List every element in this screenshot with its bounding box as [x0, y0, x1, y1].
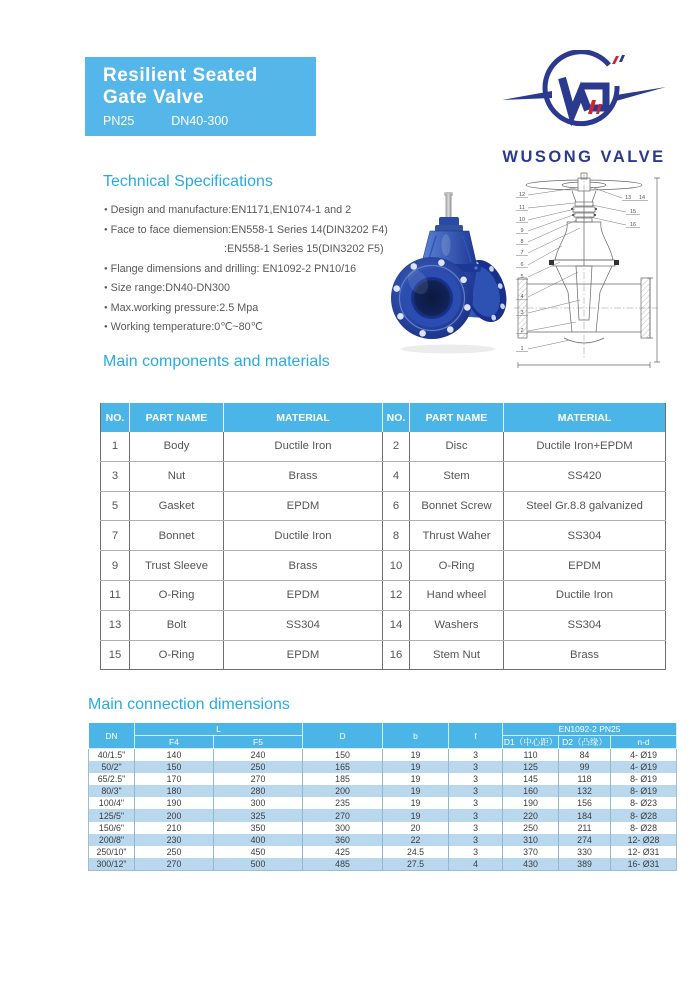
dim-d2: 389 [559, 858, 611, 871]
dim-d: 150 [303, 749, 383, 762]
dim-dn: 80/3" [89, 785, 135, 797]
dim-f5: 240 [214, 749, 303, 762]
component-no: 11 [101, 580, 130, 610]
col-header-material: MATERIAL [504, 403, 666, 432]
dim-f5: 500 [214, 858, 303, 871]
dim-nd: 8- Ø19 [630, 786, 657, 797]
component-material: SS304 [504, 610, 666, 640]
spec-item [104, 240, 409, 260]
col-header-f4: F4 [135, 736, 214, 749]
spec-text: Face to face diemension:EN558-1 Series 14(DIN3202 F4) [110, 223, 388, 236]
component-no: 1 [101, 432, 130, 461]
dimension-row [89, 834, 677, 846]
spec-item [104, 279, 409, 299]
dim-d: 360 [303, 834, 383, 846]
dim-f: 3 [449, 773, 503, 785]
dim-b: 19 [383, 749, 449, 762]
dimension-row [89, 858, 677, 871]
bullet-icon: ● [104, 324, 108, 330]
dim-d1: 145 [503, 773, 559, 785]
section-title-dimensions: Main connection dimensions [88, 696, 290, 713]
component-part-name: Thrust Waher [410, 521, 504, 551]
component-row [101, 610, 666, 640]
company-logo [500, 50, 668, 167]
valve-technical-drawing [512, 172, 664, 374]
dimension-row [89, 773, 677, 785]
section-title-specs: Technical Specifications [103, 173, 273, 190]
spec-text: Working temperature:0℃~80℃ [110, 321, 263, 333]
dim-b: 24.5 [383, 846, 449, 858]
section-title-components: Main components and materials [103, 353, 330, 370]
dim-d1: 220 [503, 809, 559, 821]
spec-item [104, 318, 409, 338]
dim-f5: 300 [214, 797, 303, 809]
dim-f4: 190 [135, 797, 214, 809]
callout-7: 7 [520, 250, 524, 256]
components-header-row [101, 403, 666, 432]
size-range-label: DN40-300 [171, 114, 229, 128]
dim-f5: 270 [214, 773, 303, 785]
dim-dn: 150/6" [89, 822, 135, 834]
component-part-name: Stem Nut [410, 640, 504, 670]
dim-nd: 12- Ø28 [627, 834, 660, 845]
dim-d: 185 [303, 773, 383, 785]
dim-d: 200 [303, 785, 383, 797]
dim-f5: 400 [214, 834, 303, 846]
spec-item [104, 201, 409, 221]
dim-b: 19 [383, 761, 449, 773]
dimension-row [89, 761, 677, 773]
callout-2: 2 [520, 328, 524, 334]
col-header-part-name: PART NAME [410, 403, 504, 432]
company-name: WUSONG VALVE [502, 148, 666, 166]
dim-d2: 211 [559, 822, 611, 834]
product-title-line1: Resilient Seated [103, 65, 258, 86]
components-table [100, 403, 666, 670]
dim-dn: 300/12" [89, 858, 135, 871]
component-no: 12 [383, 580, 410, 610]
dim-d2: 99 [559, 761, 611, 773]
component-part-name: Bolt [130, 610, 224, 640]
component-row [101, 491, 666, 521]
callout-15: 15 [629, 209, 637, 215]
dim-nd: 8- Ø28 [630, 810, 657, 821]
callout-5: 5 [520, 274, 524, 280]
callout-10: 10 [518, 217, 526, 223]
wusong-logo-icon [500, 50, 668, 142]
col-header-material: MATERIAL [224, 403, 383, 432]
dim-d1: 430 [503, 858, 559, 871]
component-part-name: Disc [410, 432, 504, 461]
component-part-name: Body [130, 432, 224, 461]
component-row [101, 521, 666, 551]
dim-dn: 200/8" [89, 834, 135, 846]
component-material: Ductile Iron [504, 580, 666, 610]
dim-d1: 250 [503, 822, 559, 834]
spec-item [104, 260, 409, 280]
dim-f5: 280 [214, 785, 303, 797]
pressure-rating: PN25 [103, 114, 135, 128]
dim-dn: 50/2" [89, 761, 135, 773]
dim-dn: 100/4" [89, 797, 135, 809]
dim-d1: 160 [503, 785, 559, 797]
dim-d: 235 [303, 797, 383, 809]
callout-4: 4 [520, 294, 524, 300]
component-no: 2 [383, 432, 410, 461]
dim-f4: 170 [135, 773, 214, 785]
dim-header-row-1 [89, 723, 677, 736]
component-part-name: Bonnet [130, 521, 224, 551]
spec-item [104, 299, 409, 319]
component-material: EPDM [224, 640, 383, 670]
bullet-icon: ● [104, 285, 108, 291]
dimension-row [89, 785, 677, 797]
product-title-line2: Gate Valve [103, 87, 205, 108]
dim-dn: 250/10" [89, 846, 135, 858]
bullet-icon: ● [104, 265, 108, 272]
component-material: Ductile Iron [224, 432, 383, 461]
valve-photo [388, 192, 513, 357]
dim-f: 3 [449, 761, 503, 773]
dim-dn: 65/2.5" [89, 773, 135, 785]
component-material: EPDM [504, 551, 666, 581]
dimension-row [89, 846, 677, 858]
dim-b: 20 [383, 822, 449, 834]
dim-f5: 325 [214, 809, 303, 821]
dim-d2: 184 [559, 809, 611, 821]
dim-d1: 310 [503, 834, 559, 846]
dim-f5: 250 [214, 761, 303, 773]
dim-f4: 210 [135, 822, 214, 834]
callout-6: 6 [520, 262, 524, 268]
col-header-l: L [135, 723, 303, 736]
dim-nd: 8- Ø28 [630, 822, 657, 833]
component-part-name: Gasket [130, 491, 224, 521]
component-no: 13 [101, 610, 130, 640]
dim-f: 3 [449, 809, 503, 821]
dim-f: 4 [449, 858, 503, 871]
component-no: 14 [383, 610, 410, 640]
dim-d: 485 [303, 858, 383, 871]
callout-11: 11 [519, 205, 525, 211]
dim-f4: 150 [135, 761, 214, 773]
component-material: Brass [224, 461, 383, 491]
component-part-name: Hand wheel [410, 580, 504, 610]
col-header-b: b [383, 723, 449, 749]
dim-f4: 230 [135, 834, 214, 846]
callout-3: 3 [520, 310, 524, 316]
dim-d: 300 [303, 822, 383, 834]
component-material: Brass [504, 640, 666, 670]
col-header-d: D [303, 723, 383, 749]
component-material: SS420 [504, 461, 666, 491]
col-header-en1092: EN1092-2 PN25 [503, 723, 677, 736]
spec-text: :EN558-1 Series 15(DIN3202 F5) [224, 243, 384, 255]
component-material: Ductile Iron [224, 521, 383, 551]
component-part-name: Trust Sleeve [130, 551, 224, 581]
component-no: 10 [383, 551, 410, 581]
dim-f: 3 [449, 834, 503, 846]
dim-f4: 200 [135, 809, 214, 821]
dim-d1: 370 [503, 846, 559, 858]
component-no: 4 [383, 461, 410, 491]
spec-list [104, 201, 409, 338]
dimensions-table [88, 722, 677, 871]
dim-d1: 110 [503, 749, 559, 762]
dim-f: 3 [449, 797, 503, 809]
title-block [85, 57, 316, 136]
dim-d1: 125 [503, 761, 559, 773]
component-row [101, 432, 666, 461]
col-header-no: NO. [101, 403, 130, 432]
dimension-row [89, 797, 677, 809]
spec-text: Max.working pressure:2.5 Mpa [110, 301, 259, 314]
callout-1: 1 [520, 346, 524, 352]
component-no: 6 [383, 491, 410, 521]
component-material: EPDM [224, 491, 383, 521]
component-row [101, 551, 666, 581]
dim-b: 19 [383, 785, 449, 797]
spec-text: Design and manufacture:EN1171,EN1074-1 and 2 [110, 204, 352, 216]
dim-nd: 4- Ø19 [630, 750, 657, 761]
component-part-name: O-Ring [130, 580, 224, 610]
dim-b: 22 [383, 834, 449, 846]
dim-b: 19 [383, 773, 449, 785]
component-material: SS304 [224, 610, 383, 640]
callout-12: 12 [518, 192, 526, 198]
callout-8: 8 [520, 239, 524, 245]
component-row [101, 580, 666, 610]
col-header-d1: D1（中心距） [503, 737, 558, 747]
component-material: EPDM [224, 580, 383, 610]
dim-f4: 180 [135, 785, 214, 797]
component-part-name: O-Ring [130, 640, 224, 670]
component-no: 8 [383, 521, 410, 551]
bullet-icon: ● [104, 304, 108, 311]
callout-13: 13 [624, 195, 632, 201]
dim-f: 3 [449, 846, 503, 858]
dimension-row [89, 822, 677, 834]
dim-f4: 140 [135, 749, 214, 762]
component-no: 9 [101, 551, 130, 581]
component-part-name: Bonnet Screw [410, 491, 504, 521]
dim-f5: 350 [214, 822, 303, 834]
dim-f: 3 [449, 822, 503, 834]
col-header-f5: F5 [214, 736, 303, 749]
component-material: Steel Gr.8.8 galvanized [504, 491, 666, 521]
bullet-icon: ● [104, 207, 108, 213]
bullet-icon: ● [104, 226, 108, 233]
dim-d2: 274 [559, 834, 611, 846]
dim-d: 425 [303, 846, 383, 858]
component-part-name: Washers [410, 610, 504, 640]
component-row [101, 461, 666, 491]
component-part-name: Nut [130, 461, 224, 491]
dim-d2: 118 [559, 773, 611, 785]
dim-nd: 12- Ø31 [627, 846, 660, 857]
dim-d: 270 [303, 809, 383, 821]
component-no: 7 [101, 521, 130, 551]
dim-d2: 156 [559, 797, 611, 809]
callout-9: 9 [520, 228, 524, 234]
col-header-dn: DN [89, 723, 135, 749]
dim-dn: 125/5" [89, 809, 135, 821]
dim-b: 27.5 [383, 858, 449, 871]
dim-nd: 16- Ø31 [627, 858, 660, 869]
dim-dn: 40/1.5" [89, 749, 135, 762]
dim-f: 3 [449, 749, 503, 762]
dim-nd: 8- Ø19 [630, 774, 657, 785]
component-material: SS304 [504, 521, 666, 551]
dim-nd: 4- Ø19 [630, 762, 657, 773]
col-header-nd: n-d [611, 736, 677, 749]
component-material: Brass [224, 551, 383, 581]
dim-b: 19 [383, 797, 449, 809]
dim-f4: 270 [135, 858, 214, 871]
component-no: 5 [101, 491, 130, 521]
callout-16: 16 [629, 222, 637, 228]
dimension-row [89, 749, 677, 762]
dim-d1: 190 [503, 797, 559, 809]
component-no: 16 [383, 640, 410, 670]
component-part-name: Stem [410, 461, 504, 491]
dim-f: 3 [449, 785, 503, 797]
component-part-name: O-Ring [410, 551, 504, 581]
dim-d2: 84 [559, 749, 611, 762]
dim-d2: 132 [559, 785, 611, 797]
col-header-f: f [449, 723, 503, 749]
col-header-part-name: PART NAME [130, 403, 224, 432]
spec-text: Flange dimensions and drilling: EN1092-2 PN10/16 [110, 262, 357, 275]
dim-b: 19 [383, 809, 449, 821]
dim-f5: 450 [214, 846, 303, 858]
component-row [101, 640, 666, 670]
dim-d: 165 [303, 761, 383, 773]
col-header-no: NO. [383, 403, 410, 432]
dim-nd: 8- Ø23 [630, 798, 657, 809]
dim-f4: 250 [135, 846, 214, 858]
callout-14: 14 [638, 195, 646, 201]
component-no: 3 [101, 461, 130, 491]
component-no: 15 [101, 640, 130, 670]
spec-text: Size range:DN40-DN300 [110, 282, 231, 294]
spec-item [104, 221, 409, 241]
dim-d2: 330 [559, 846, 611, 858]
component-material: Ductile Iron+EPDM [504, 432, 666, 461]
col-header-d2: D2（凸缘） [559, 736, 611, 749]
dimension-row [89, 809, 677, 821]
